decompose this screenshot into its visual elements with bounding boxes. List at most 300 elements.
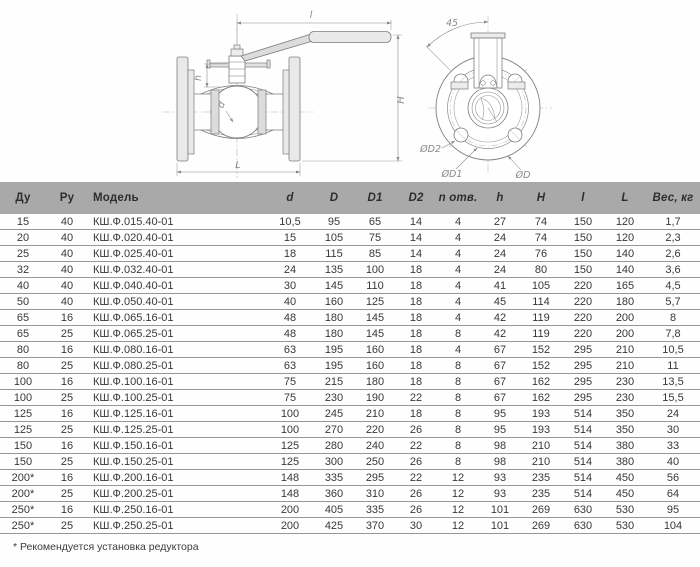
table-cell: 120	[604, 214, 646, 230]
table-cell: 25	[0, 246, 46, 262]
table-cell: 405	[314, 502, 354, 518]
table-row	[0, 502, 700, 518]
table-cell: 125	[354, 294, 396, 310]
table-cell: 8	[646, 310, 700, 326]
table-cell: 8	[436, 358, 480, 374]
table-cell: 125	[266, 438, 314, 454]
table-cell: 115	[314, 246, 354, 262]
table-cell: 16	[46, 406, 88, 422]
table-cell: 18	[396, 358, 436, 374]
table-cell: 230	[314, 390, 354, 406]
table-cell: 110	[354, 278, 396, 294]
table-cell: 15	[266, 230, 314, 246]
table-cell: 630	[562, 502, 604, 518]
table-cell: 95	[480, 406, 520, 422]
front-view	[419, 16, 552, 181]
table-cell: КШ.Ф.200.25-01	[88, 486, 266, 502]
table-cell: 235	[520, 486, 562, 502]
table-cell: 200	[604, 310, 646, 326]
table-cell: 150	[562, 262, 604, 278]
table-cell: 12	[436, 518, 480, 534]
table-cell: 18	[396, 310, 436, 326]
table-cell: 18	[396, 406, 436, 422]
table-cell: 240	[354, 438, 396, 454]
table-cell: 63	[266, 358, 314, 374]
table-cell: 152	[520, 342, 562, 358]
mounting-tab-right	[508, 82, 525, 89]
stem-nut	[231, 49, 243, 56]
table-cell: 22	[396, 470, 436, 486]
table-cell: 80	[0, 358, 46, 374]
table-cell: 16	[46, 438, 88, 454]
table-row	[0, 278, 700, 294]
table-cell: 8	[436, 454, 480, 470]
table-cell: КШ.Ф.100.25-01	[88, 390, 266, 406]
table-cell: 514	[562, 406, 604, 422]
table-cell: 180	[604, 294, 646, 310]
table-cell: КШ.Ф.080.16-01	[88, 342, 266, 358]
table-cell: 230	[604, 390, 646, 406]
table-cell: 514	[562, 470, 604, 486]
table-cell: 101	[480, 502, 520, 518]
table-cell: 425	[314, 518, 354, 534]
table-cell: 24	[480, 262, 520, 278]
table-cell: 104	[646, 518, 700, 534]
side-view	[163, 10, 407, 178]
table-cell: 150	[0, 438, 46, 454]
table-cell: 8	[436, 422, 480, 438]
table-cell: 270	[314, 422, 354, 438]
table-cell: 300	[314, 454, 354, 470]
table-cell: 41	[480, 278, 520, 294]
table-cell: 65	[0, 326, 46, 342]
table-cell: 514	[562, 422, 604, 438]
table-cell: 30	[266, 278, 314, 294]
column-header: D1	[354, 182, 396, 214]
table-cell: 12	[436, 470, 480, 486]
seat-ring-right	[258, 90, 266, 134]
table-cell: 20	[0, 230, 46, 246]
table-cell: 26	[396, 486, 436, 502]
table-cell: 48	[266, 326, 314, 342]
table-cell: 95	[314, 214, 354, 230]
table-cell: 514	[562, 438, 604, 454]
table-cell: 24	[480, 246, 520, 262]
table-cell: 180	[354, 374, 396, 390]
table-cell: 119	[520, 310, 562, 326]
table-cell: КШ.Ф.200.16-01	[88, 470, 266, 486]
table-cell: 215	[314, 374, 354, 390]
table-cell: 150	[562, 214, 604, 230]
table-cell: 150	[0, 454, 46, 470]
table-cell: 25	[46, 326, 88, 342]
stem-housing	[474, 38, 502, 88]
table-cell: 24	[646, 406, 700, 422]
table-cell: 370	[354, 518, 396, 534]
table-cell: 200	[604, 326, 646, 342]
footnote: * Рекомендуется установка редуктора	[13, 541, 199, 553]
table-cell: 250	[354, 454, 396, 470]
table-cell: 145	[354, 310, 396, 326]
table-cell: 105	[314, 230, 354, 246]
valve-drawing-svg	[0, 0, 700, 182]
table-cell: 145	[314, 278, 354, 294]
table-cell: 50	[0, 294, 46, 310]
dim-d2-label: ØD2	[420, 144, 441, 155]
table-cell: 310	[354, 486, 396, 502]
stem-housing-cap	[471, 33, 505, 38]
table-cell: 530	[604, 502, 646, 518]
table-cell: 80	[520, 262, 562, 278]
table-row	[0, 326, 700, 342]
table-cell: 25	[46, 454, 88, 470]
table-cell: 160	[354, 342, 396, 358]
column-header: n отв.	[436, 182, 480, 214]
dim-d1-label: ØD1	[441, 169, 463, 180]
table-row	[0, 262, 700, 278]
table-cell: 40	[46, 262, 88, 278]
table-cell: 65	[354, 214, 396, 230]
table-cell: КШ.Ф.065.25-01	[88, 326, 266, 342]
table-row	[0, 246, 700, 262]
table-cell: 210	[604, 358, 646, 374]
table-cell: 195	[314, 358, 354, 374]
table-cell: 75	[266, 374, 314, 390]
table-cell: 3,6	[646, 262, 700, 278]
table-cell: 85	[354, 246, 396, 262]
table-cell: 200*	[0, 470, 46, 486]
table-row	[0, 454, 700, 470]
table-row	[0, 518, 700, 534]
table-cell: 100	[0, 390, 46, 406]
table-cell: 40	[266, 294, 314, 310]
table-cell: КШ.Ф.020.40-01	[88, 230, 266, 246]
table-cell: 40	[46, 214, 88, 230]
column-header: L	[604, 182, 646, 214]
table-cell: 5,7	[646, 294, 700, 310]
table-cell: 269	[520, 518, 562, 534]
column-header: d	[266, 182, 314, 214]
table-cell: 8	[436, 438, 480, 454]
table-cell: 193	[520, 422, 562, 438]
table-cell: 160	[354, 358, 396, 374]
table-cell: 25	[46, 390, 88, 406]
table-cell: 33	[646, 438, 700, 454]
table-cell: 530	[604, 518, 646, 534]
table-cell: 148	[266, 486, 314, 502]
table-cell: 40	[46, 278, 88, 294]
table-cell: 200*	[0, 486, 46, 502]
table-row	[0, 214, 700, 230]
table-cell: 220	[354, 422, 396, 438]
table-cell: 100	[354, 262, 396, 278]
spec-table-body	[0, 214, 700, 534]
table-cell: 15	[0, 214, 46, 230]
seat-ring-left	[211, 90, 219, 134]
table-cell: КШ.Ф.050.40-01	[88, 294, 266, 310]
table-cell: 295	[562, 374, 604, 390]
table-cell: 10,5	[646, 342, 700, 358]
table-cell: 4	[436, 278, 480, 294]
left-flange	[177, 57, 188, 161]
table-cell: 22	[396, 438, 436, 454]
table-cell: 140	[604, 262, 646, 278]
table-cell: 101	[480, 518, 520, 534]
table-cell: КШ.Ф.125.16-01	[88, 406, 266, 422]
table-cell: 8	[436, 374, 480, 390]
table-row	[0, 294, 700, 310]
table-cell: 295	[562, 390, 604, 406]
table-cell: 95	[646, 502, 700, 518]
table-cell: 150	[562, 246, 604, 262]
table-cell: 25	[46, 358, 88, 374]
table-cell: 24	[480, 230, 520, 246]
table-cell: 4	[436, 230, 480, 246]
table-cell: 16	[46, 374, 88, 390]
table-cell: 14	[396, 214, 436, 230]
table-cell: 27	[480, 214, 520, 230]
table-cell: 8	[436, 390, 480, 406]
table-cell: 67	[480, 342, 520, 358]
stem	[229, 56, 245, 83]
table-cell: 26	[396, 454, 436, 470]
table-cell: КШ.Ф.250.25-01	[88, 518, 266, 534]
angle-extension-line	[426, 46, 449, 69]
table-row	[0, 358, 700, 374]
column-header: Вес, кг	[646, 182, 700, 214]
table-cell: 18	[396, 294, 436, 310]
table-cell: 42	[480, 310, 520, 326]
table-cell: 295	[562, 342, 604, 358]
table-cell: 18	[396, 342, 436, 358]
table-row	[0, 422, 700, 438]
table-cell: 18	[396, 278, 436, 294]
table-cell: 210	[604, 342, 646, 358]
table-row	[0, 342, 700, 358]
table-cell: 98	[480, 438, 520, 454]
table-cell: 165	[604, 278, 646, 294]
table-cell: 193	[520, 406, 562, 422]
table-cell: 18	[396, 374, 436, 390]
table-cell: 220	[562, 278, 604, 294]
table-cell: 105	[520, 278, 562, 294]
right-flange-hub	[283, 70, 289, 154]
table-cell: 220	[562, 294, 604, 310]
table-cell: 335	[354, 502, 396, 518]
table-cell: КШ.Ф.150.16-01	[88, 438, 266, 454]
table-cell: 162	[520, 390, 562, 406]
table-cell: 56	[646, 470, 700, 486]
mounting-tab-left	[451, 82, 468, 89]
table-cell: 125	[0, 422, 46, 438]
table-cell: 14	[396, 230, 436, 246]
table-cell: 450	[604, 470, 646, 486]
table-cell: 67	[480, 358, 520, 374]
table-cell: 180	[314, 310, 354, 326]
table-row	[0, 390, 700, 406]
table-cell: 67	[480, 374, 520, 390]
table-cell: КШ.Ф.080.25-01	[88, 358, 266, 374]
column-header: D2	[396, 182, 436, 214]
table-cell: 280	[314, 438, 354, 454]
dim-d-label: d	[215, 99, 228, 111]
column-header: Модель	[88, 182, 266, 214]
table-cell: 15,5	[646, 390, 700, 406]
table-cell: 4	[436, 294, 480, 310]
table-cell: 220	[562, 326, 604, 342]
table-cell: 295	[562, 358, 604, 374]
table-cell: 40	[46, 246, 88, 262]
left-flange-hub	[188, 70, 194, 154]
table-cell: 30	[646, 422, 700, 438]
table-cell: 75	[354, 230, 396, 246]
table-cell: КШ.Ф.040.40-01	[88, 278, 266, 294]
table-cell: 235	[520, 470, 562, 486]
table-cell: 26	[396, 422, 436, 438]
table-cell: 40	[46, 230, 88, 246]
table-cell: 40	[646, 454, 700, 470]
table-cell: 65	[0, 310, 46, 326]
table-cell: 7,8	[646, 326, 700, 342]
table-cell: 150	[562, 230, 604, 246]
table-cell: 80	[0, 342, 46, 358]
handle-arm	[241, 34, 313, 61]
table-cell: 8	[436, 406, 480, 422]
table-cell: 380	[604, 454, 646, 470]
table-cell: 210	[520, 454, 562, 470]
table-cell: 67	[480, 390, 520, 406]
table-cell: 95	[480, 422, 520, 438]
table-cell: 93	[480, 470, 520, 486]
table-cell: 11	[646, 358, 700, 374]
table-cell: 4	[436, 342, 480, 358]
table-cell: 350	[604, 406, 646, 422]
column-header: H	[520, 182, 562, 214]
table-cell: 100	[266, 422, 314, 438]
table-cell: 16	[46, 310, 88, 326]
table-cell: 4,5	[646, 278, 700, 294]
table-cell: 210	[354, 406, 396, 422]
dim-H-label: H	[396, 96, 407, 104]
spec-table	[0, 182, 700, 534]
table-cell: 74	[520, 214, 562, 230]
table-cell: 180	[314, 326, 354, 342]
right-flange	[289, 57, 300, 161]
table-cell: 380	[604, 438, 646, 454]
dim-d-flange-leader	[508, 156, 521, 170]
table-cell: 195	[314, 342, 354, 358]
table-header-row	[0, 182, 700, 214]
table-cell: 42	[480, 326, 520, 342]
table-cell: 18	[396, 262, 436, 278]
table-cell: 30	[396, 518, 436, 534]
table-cell: 25	[46, 422, 88, 438]
table-cell: КШ.Ф.025.40-01	[88, 246, 266, 262]
table-cell: КШ.Ф.100.16-01	[88, 374, 266, 390]
table-cell: 93	[480, 486, 520, 502]
table-cell: КШ.Ф.250.16-01	[88, 502, 266, 518]
table-cell: 350	[604, 422, 646, 438]
table-row	[0, 470, 700, 486]
table-cell: 74	[520, 230, 562, 246]
column-header: h	[480, 182, 520, 214]
column-header: Ру	[46, 182, 88, 214]
table-cell: 45	[480, 294, 520, 310]
table-cell: 26	[396, 502, 436, 518]
table-cell: 1,7	[646, 214, 700, 230]
table-cell: 16	[46, 470, 88, 486]
table-cell: КШ.Ф.125.25-01	[88, 422, 266, 438]
table-cell: 4	[436, 246, 480, 262]
table-cell: 75	[266, 390, 314, 406]
table-cell: 125	[266, 454, 314, 470]
table-cell: 18	[266, 246, 314, 262]
dim-l-label: l	[309, 10, 313, 21]
table-cell: 64	[646, 486, 700, 502]
table-cell: 160	[314, 294, 354, 310]
table-cell: 335	[314, 470, 354, 486]
table-cell: КШ.Ф.150.25-01	[88, 454, 266, 470]
table-cell: 190	[354, 390, 396, 406]
table-cell: 40	[46, 294, 88, 310]
table-cell: 63	[266, 342, 314, 358]
table-cell: 12	[436, 502, 480, 518]
table-cell: 450	[604, 486, 646, 502]
table-cell: КШ.Ф.032.40-01	[88, 262, 266, 278]
table-cell: 98	[480, 454, 520, 470]
table-row	[0, 406, 700, 422]
table-row	[0, 486, 700, 502]
table-cell: 48	[266, 310, 314, 326]
table-cell: 152	[520, 358, 562, 374]
table-cell: 162	[520, 374, 562, 390]
handle-grip	[309, 32, 391, 43]
table-cell: 10,5	[266, 214, 314, 230]
table-cell: 514	[562, 454, 604, 470]
table-cell: 200	[266, 502, 314, 518]
table-cell: 119	[520, 326, 562, 342]
table-cell: КШ.Ф.015.40-01	[88, 214, 266, 230]
dim-angle-label: 45	[445, 18, 459, 29]
column-header: l	[562, 182, 604, 214]
table-cell: 630	[562, 518, 604, 534]
table-cell: 24	[266, 262, 314, 278]
table-cell: 2,3	[646, 230, 700, 246]
table-cell: 25	[46, 486, 88, 502]
table-row	[0, 438, 700, 454]
dim-L-label: L	[235, 160, 241, 171]
table-cell: 360	[314, 486, 354, 502]
table-cell: 135	[314, 262, 354, 278]
table-cell: 210	[520, 438, 562, 454]
table-cell: 13,5	[646, 374, 700, 390]
table-cell: 140	[604, 246, 646, 262]
table-cell: 4	[436, 310, 480, 326]
table-cell: 295	[354, 470, 396, 486]
dim-d-flange-label: ØD	[515, 170, 531, 181]
table-cell: 200	[266, 518, 314, 534]
table-cell: 18	[396, 326, 436, 342]
table-cell: 145	[354, 326, 396, 342]
table-cell: 220	[562, 310, 604, 326]
table-cell: 100	[0, 374, 46, 390]
table-cell: 76	[520, 246, 562, 262]
table-row	[0, 230, 700, 246]
table-cell: КШ.Ф.065.16-01	[88, 310, 266, 326]
table-cell: 40	[0, 278, 46, 294]
dim-h-label: h	[193, 74, 204, 82]
table-row	[0, 310, 700, 326]
